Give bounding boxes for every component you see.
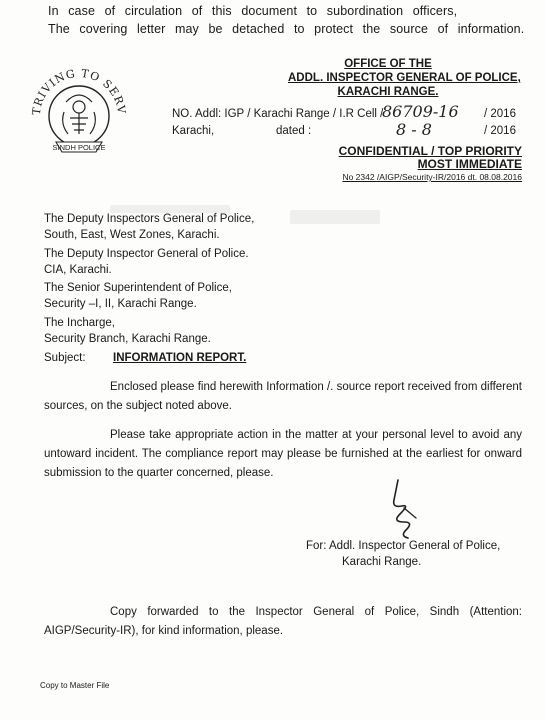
office-title-line3: KARACHI RANGE.: [337, 86, 439, 98]
addressee-2-line1: The Deputy Inspector General of Police.: [44, 248, 249, 260]
signature-line1: For: Addl. Inspector General of Police,: [306, 540, 501, 552]
seal-bottom-text: SINDH POLICE: [52, 143, 106, 152]
signature-line2: Karachi Range.: [342, 556, 422, 568]
svg-text:STRIVING TO SERVE: [26, 60, 128, 116]
sindh-police-seal: [26, 60, 132, 166]
classification-reference: No 2342 /AIGP/Security-IR/2016 dt. 08.08.2016: [342, 172, 522, 182]
place-label: Karachi,: [172, 125, 215, 137]
circulation-notice-line1: In case of circulation of this document to subordination officers,: [48, 4, 458, 18]
date-handwritten: 8 - 8: [396, 120, 432, 139]
dated-label: dated :: [276, 125, 312, 137]
addressee-3-line1: The Senior Superintendent of Police,: [44, 282, 232, 294]
addressee-1: [44, 212, 254, 243]
seal-top-text: TRIVING TO SERV: [29, 66, 129, 116]
reference-year: / 2016: [484, 108, 516, 120]
addressee-1-line2: South, East, West Zones, Karachi.: [44, 228, 220, 241]
addressee-3-line2: Security –I, II, Karachi Range.: [44, 297, 197, 310]
reference-number-label: NO. Addl: IGP / Karachi Range / I.R Cell /: [172, 108, 384, 120]
circulation-notice-line2: The covering letter may be detached to protect the source of information.: [48, 22, 525, 36]
body-paragraph-1: Enclosed please find herewith Information /. source report received from different sources, on the subject noted above.: [44, 381, 522, 412]
office-title-line1: OFFICE OF THE: [344, 58, 432, 70]
addressee-2-line2: CIA, Karachi.: [44, 263, 112, 276]
subject-text: INFORMATION REPORT.: [113, 352, 247, 364]
addressee-3: [44, 281, 232, 312]
scan-artifact: [290, 210, 380, 224]
subject-label: Subject:: [44, 352, 86, 364]
classification-line2: MOST IMMEDIATE: [417, 157, 522, 171]
office-title-line2: ADDL. INSPECTOR GENERAL OF POLICE,: [288, 72, 521, 84]
body-paragraph-2: Please take appropriate action in the matter at your personal level to avoid any untoward incident. The compliance report may please be furnished at the earliest for onward submission to the quarter concerned, please.: [44, 429, 522, 479]
addressee-1-line1: The Deputy Inspectors General of Police,: [44, 213, 255, 225]
addressee-2: [44, 247, 249, 278]
copy-forwarded-paragraph: Copy forwarded to the Inspector General of Police, Sindh (Attention: AIGP/Security-IR), for kind information, please.: [44, 606, 522, 637]
reference-number-handwritten: 86709-16: [382, 102, 459, 121]
addressee-4-line2: Security Branch, Karachi Range.: [44, 332, 211, 345]
copy-to-master-file: Copy to Master File: [40, 681, 110, 690]
date-year: / 2016: [484, 125, 516, 137]
handwritten-signature: [386, 478, 426, 540]
classification-line1: CONFIDENTIAL / TOP PRIORITY: [338, 144, 522, 158]
addressee-4: [44, 316, 211, 347]
addressee-4-line1: The Incharge,: [44, 317, 115, 329]
